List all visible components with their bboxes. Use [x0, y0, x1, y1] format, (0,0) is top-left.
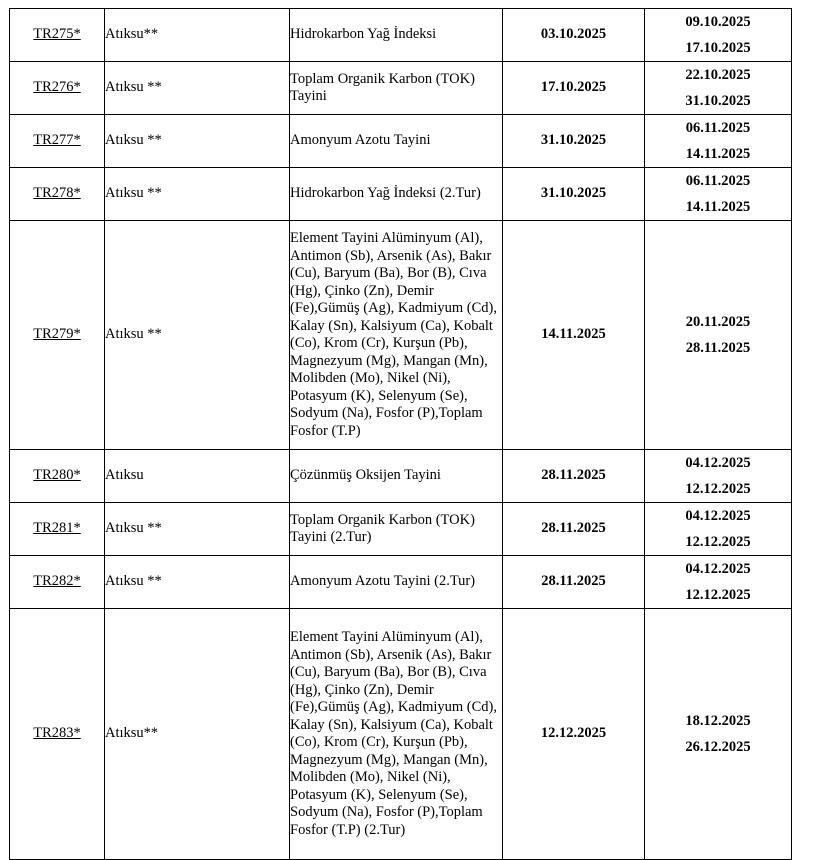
sample-date-cell: 28.11.2025 — [503, 450, 645, 503]
range-start: 04.12.2025 — [685, 508, 751, 524]
table-row — [10, 503, 792, 556]
program-code-cell — [10, 609, 105, 860]
program-code-link[interactable]: TR282* — [33, 573, 81, 590]
table-row — [10, 168, 792, 221]
range-start: 22.10.2025 — [685, 67, 751, 83]
result-range-cell — [645, 62, 792, 115]
result-range-cell — [645, 556, 792, 609]
program-code-link[interactable]: TR280* — [33, 467, 81, 484]
table-row — [10, 9, 792, 62]
range-start: 06.11.2025 — [685, 120, 751, 136]
matrix-cell: Atıksu ** — [105, 503, 290, 556]
table-row — [10, 556, 792, 609]
range-end: 17.10.2025 — [685, 40, 751, 56]
matrix-cell: Atıksu ** — [105, 168, 290, 221]
analysis-cell: Element Tayini Alüminyum (Al), Antimon (Sb), Arsenik (As), Bakır (Cu), Baryum (Ba), Bor (B), Cıva (Hg), Çinko (Zn), Demir (Fe),Gümüş (Ag), Kadmiyum (Cd), Kalay (Sn), Kalsiyum (Ca), Kobalt (Co), Krom (Cr), Kurşun (Pb), Magnezyum (Mg), Mangan (Mn), Molibden (Mo), Nikel (Ni), Potasyum (K), Selenyum (Se), Sodyum (Na), Fosfor (P),Toplam Fosfor (T.P) — [290, 221, 503, 450]
analysis-cell: Toplam Organik Karbon (TOK) Tayini — [290, 62, 503, 115]
program-code-link[interactable]: TR283* — [33, 725, 81, 742]
range-start: 04.12.2025 — [685, 561, 751, 577]
range-start: 04.12.2025 — [685, 455, 751, 471]
analysis-cell: Amonyum Azotu Tayini (2.Tur) — [290, 556, 503, 609]
range-start: 18.12.2025 — [685, 713, 751, 729]
program-code-cell — [10, 556, 105, 609]
range-end: 28.11.2025 — [685, 340, 751, 356]
analysis-cell: Element Tayini Alüminyum (Al), Antimon (Sb), Arsenik (As), Bakır (Cu), Baryum (Ba), Bor (B), Cıva (Hg), Çinko (Zn), Demir (Fe),Gümüş (Ag), Kadmiyum (Cd), Kalay (Sn), Kalsiyum (Ca), Kobalt (Co), Krom (Cr), Kurşun (Pb), Magnezyum (Mg), Mangan (Mn), Molibden (Mo), Nikel (Ni), Potasyum (K), Selenyum (Se), Sodyum (Na), Fosfor (P),Toplam Fosfor (T.P) (2.Tur) — [290, 609, 503, 860]
sample-date-cell: 12.12.2025 — [503, 609, 645, 860]
sample-date-cell: 03.10.2025 — [503, 9, 645, 62]
program-code-link[interactable]: TR276* — [33, 79, 81, 96]
sample-date-cell: 14.11.2025 — [503, 221, 645, 450]
analysis-cell: Çözünmüş Oksijen Tayini — [290, 450, 503, 503]
analysis-cell: Amonyum Azotu Tayini — [290, 115, 503, 168]
result-range-cell — [645, 450, 792, 503]
matrix-cell: Atıksu** — [105, 609, 290, 860]
program-code-cell — [10, 503, 105, 556]
range-start: 20.11.2025 — [685, 314, 751, 330]
table-row — [10, 115, 792, 168]
range-end: 14.11.2025 — [685, 146, 751, 162]
matrix-cell: Atıksu ** — [105, 62, 290, 115]
table-row — [10, 450, 792, 503]
program-code-cell — [10, 115, 105, 168]
program-code-link[interactable]: TR278* — [33, 185, 81, 202]
sample-date-cell: 31.10.2025 — [503, 168, 645, 221]
range-end: 26.12.2025 — [685, 739, 751, 755]
result-range-cell — [645, 168, 792, 221]
sample-date-cell: 17.10.2025 — [503, 62, 645, 115]
sample-date-cell: 28.11.2025 — [503, 556, 645, 609]
result-range-cell — [645, 9, 792, 62]
program-code-link[interactable]: TR281* — [33, 520, 81, 537]
sample-date-cell: 28.11.2025 — [503, 503, 645, 556]
program-code-cell — [10, 221, 105, 450]
program-code-cell — [10, 168, 105, 221]
range-end: 14.11.2025 — [685, 199, 751, 215]
matrix-cell: Atıksu ** — [105, 221, 290, 450]
table-row — [10, 221, 792, 450]
result-range-cell — [645, 503, 792, 556]
result-range-cell — [645, 221, 792, 450]
program-code-cell — [10, 9, 105, 62]
program-code-cell — [10, 62, 105, 115]
range-end: 12.12.2025 — [685, 587, 751, 603]
analysis-cell: Hidrokarbon Yağ İndeksi (2.Tur) — [290, 168, 503, 221]
matrix-cell: Atıksu** — [105, 9, 290, 62]
matrix-cell: Atıksu ** — [105, 115, 290, 168]
analysis-cell: Hidrokarbon Yağ İndeksi — [290, 9, 503, 62]
range-start: 06.11.2025 — [685, 173, 751, 189]
range-end: 31.10.2025 — [685, 93, 751, 109]
analysis-cell: Toplam Organik Karbon (TOK) Tayini (2.Tur) — [290, 503, 503, 556]
program-code-link[interactable]: TR275* — [33, 26, 81, 43]
range-end: 12.12.2025 — [685, 481, 751, 497]
sample-date-cell: 31.10.2025 — [503, 115, 645, 168]
proficiency-schedule-table — [9, 8, 792, 860]
program-code-link[interactable]: TR279* — [33, 326, 81, 343]
matrix-cell: Atıksu — [105, 450, 290, 503]
table-row — [10, 62, 792, 115]
range-start: 09.10.2025 — [685, 14, 751, 30]
range-end: 12.12.2025 — [685, 534, 751, 550]
matrix-cell: Atıksu ** — [105, 556, 290, 609]
program-code-link[interactable]: TR277* — [33, 132, 81, 149]
result-range-cell — [645, 115, 792, 168]
program-code-cell — [10, 450, 105, 503]
table-row — [10, 609, 792, 860]
result-range-cell — [645, 609, 792, 860]
